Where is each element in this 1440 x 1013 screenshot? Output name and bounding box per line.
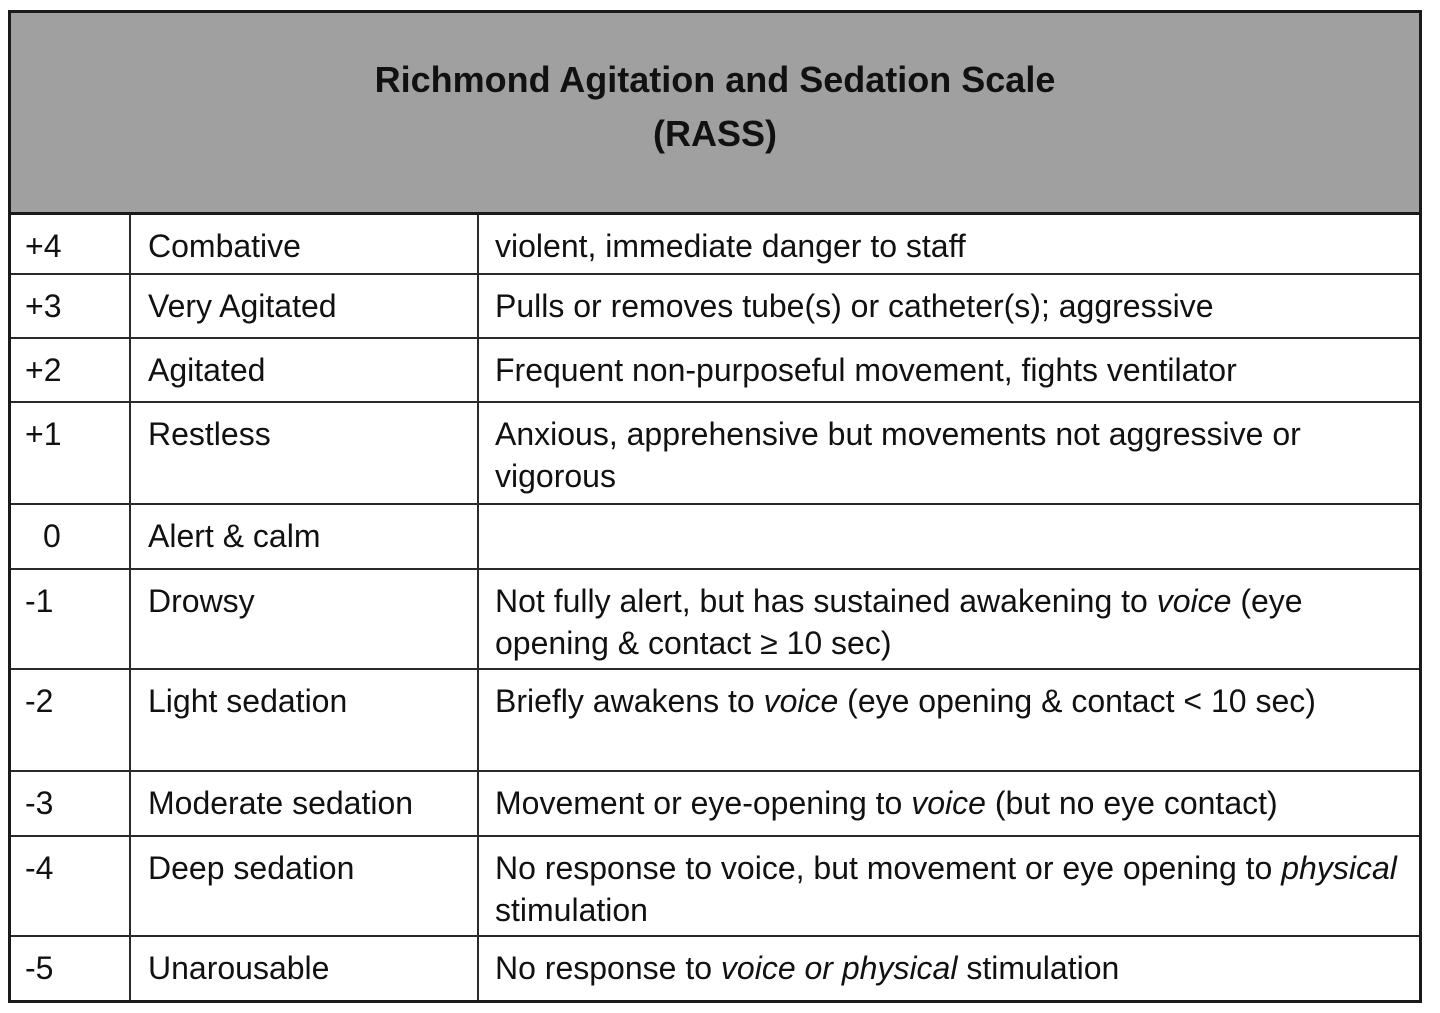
table-row bbox=[11, 215, 1419, 275]
table-row bbox=[11, 772, 1419, 837]
table-row bbox=[11, 937, 1419, 1000]
description-cell: Frequent non-purposeful movement, fights ventilator bbox=[495, 352, 1237, 388]
description-cell: Not fully alert, but has sustained awakening to voice (eye opening & contact ≥ 10 sec) bbox=[495, 583, 1303, 661]
score-cell: -1 bbox=[11, 570, 131, 668]
description-cell: No response to voice, but movement or eye opening to physical stimulation bbox=[495, 850, 1397, 928]
description-cell: Movement or eye-opening to voice (but no eye contact) bbox=[495, 785, 1278, 821]
term-cell: Very Agitated bbox=[131, 275, 479, 337]
description-cell: Pulls or removes tube(s) or catheter(s); aggressive bbox=[495, 288, 1214, 324]
score-cell: -4 bbox=[11, 837, 131, 935]
term-cell: Restless bbox=[131, 403, 479, 503]
score-cell: +2 bbox=[11, 339, 131, 401]
term-cell: Combative bbox=[131, 215, 479, 273]
description-cell bbox=[479, 505, 1419, 568]
score-cell: -5 bbox=[11, 937, 131, 1000]
description-cell: Briefly awakens to voice (eye opening & contact < 10 sec) bbox=[495, 683, 1316, 719]
table-row bbox=[11, 275, 1419, 339]
term-cell: Drowsy bbox=[131, 570, 479, 668]
table-subtitle: (RASS) bbox=[653, 113, 777, 154]
table-body bbox=[11, 215, 1419, 1000]
score-cell: +4 bbox=[11, 215, 131, 273]
table-title: Richmond Agitation and Sedation Scale bbox=[374, 59, 1056, 100]
table-row bbox=[11, 505, 1419, 570]
description-cell: Anxious, apprehensive but movements not aggressive or vigorous bbox=[495, 416, 1301, 494]
table-header bbox=[11, 13, 1419, 215]
score-cell: 0 bbox=[11, 505, 131, 568]
term-cell: Agitated bbox=[131, 339, 479, 401]
score-cell: +1 bbox=[11, 403, 131, 503]
table-row bbox=[11, 339, 1419, 403]
description-cell: No response to voice or physical stimulation bbox=[495, 950, 1120, 986]
term-cell: Light sedation bbox=[131, 670, 479, 770]
description-cell: violent, immediate danger to staff bbox=[495, 228, 966, 264]
rass-table bbox=[8, 10, 1422, 1003]
table-row bbox=[11, 403, 1419, 505]
score-cell: -2 bbox=[11, 670, 131, 770]
term-cell: Alert & calm bbox=[131, 505, 479, 568]
score-cell: -3 bbox=[11, 772, 131, 835]
term-cell: Moderate sedation bbox=[131, 772, 479, 835]
table-row bbox=[11, 837, 1419, 937]
term-cell: Deep sedation bbox=[131, 837, 479, 935]
term-cell: Unarousable bbox=[131, 937, 479, 1000]
table-row bbox=[11, 570, 1419, 670]
table-row bbox=[11, 670, 1419, 772]
score-cell: +3 bbox=[11, 275, 131, 337]
